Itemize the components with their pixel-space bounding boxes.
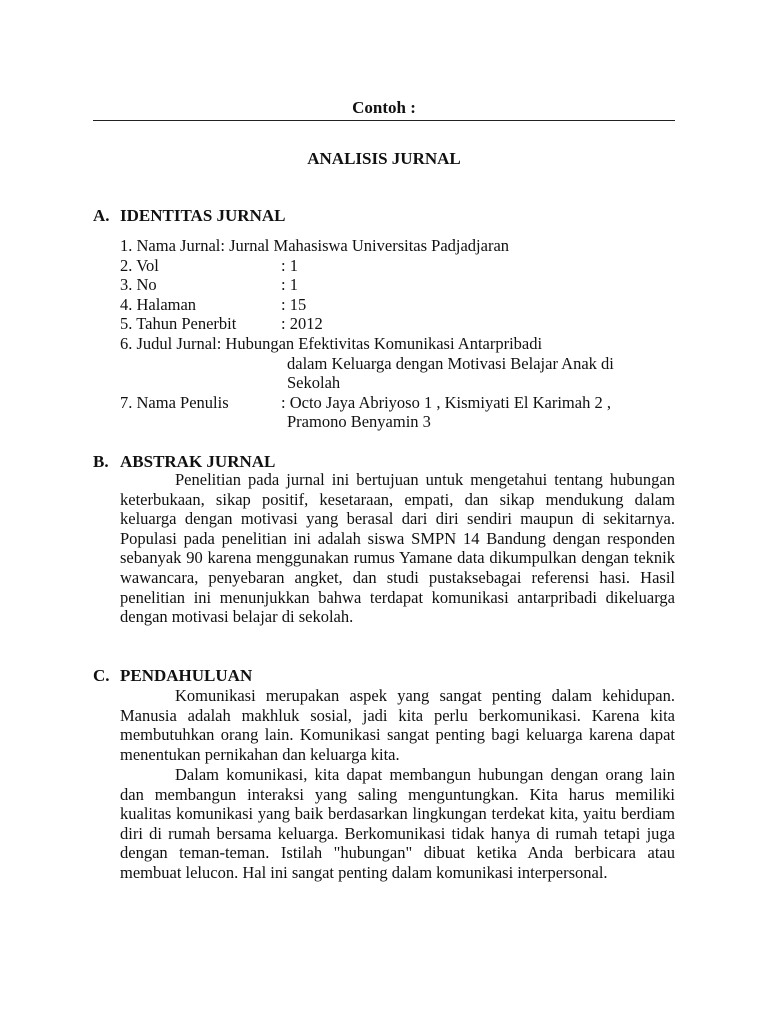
intro-paragraph-1 <box>120 686 675 764</box>
intro-paragraph-2 <box>120 765 675 883</box>
section-b-title: ABSTRAK JURNAL <box>120 452 276 471</box>
header-divider <box>93 120 675 121</box>
section-a-title: IDENTITAS JURNAL <box>120 206 286 225</box>
identity-label: 6. Judul Jurnal <box>120 333 217 353</box>
intro-text-1: Komunikasi merupakan aspek yang sangat penting dalam kehidupan. Manusia adalah makhluk sosial, jadi kita perlu berkomunikasi. Karena kita membutuhkan orang lain. Komunikasi sangat penting bagi keluarga karena dapat menentukan pernikahan dan keluarga kita. <box>120 686 675 764</box>
identity-label: 5. Tahun Penerbit <box>120 314 237 334</box>
identity-continuation: Pramono Benyamin 3 <box>287 412 431 432</box>
identity-value: : 2012 <box>281 314 323 334</box>
identity-row-halaman <box>120 295 680 315</box>
section-a-heading <box>93 206 285 226</box>
section-c-heading <box>93 666 252 686</box>
identity-label: 1. Nama Jurnal <box>120 236 221 255</box>
identity-row-nama-jurnal <box>120 236 680 256</box>
identity-value: : 1 <box>281 275 298 295</box>
page-header: Contoh : <box>352 98 416 117</box>
identity-row-judul-jurnal <box>120 334 680 354</box>
identity-row-tahun-penerbit <box>120 314 680 334</box>
section-a-letter: A. <box>93 206 110 225</box>
document-title: ANALISIS JURNAL <box>307 149 461 168</box>
identity-value: : 1 <box>281 255 298 275</box>
identity-label: 7. Nama Penulis <box>120 392 229 412</box>
identity-value: : Hubungan Efektivitas Komunikasi Antarpribadi <box>216 333 543 353</box>
identity-value: : 15 <box>281 294 307 314</box>
journal-identity-list <box>120 236 680 432</box>
identity-continuation: Sekolah <box>287 373 341 393</box>
identity-value: : Jurnal Mahasiswa Universitas Padjadjaran <box>220 236 510 255</box>
identity-continuation: dalam Keluarga dengan Motivasi Belajar Anak di <box>287 353 614 373</box>
section-b-heading <box>93 452 275 472</box>
identity-row-no <box>120 275 680 295</box>
abstract-text: Penelitian pada jurnal ini bertujuan untuk mengetahui tentang hubungan keterbukaan, sikap positif, kesetaraan, empati, dan sikap mendukung dalam keluarga dengan motivasi yang berasal dari diri sendiri maupun di sekitarnya. Populasi pada penelitian ini adalah siswa SMPN 14 Bandung dengan responden sebanyak 90 karena menggunakan rumus Yamane data dikumpulkan dengan teknik wawancara, penyebaran angket, dan studi pustaksebagai referensi hasi. Hasil penelitian ini menunjukkan bahwa terdapat komunikasi antarpribadi dikeluarga dengan motivasi belajar di sekolah. <box>120 470 675 627</box>
section-c-title: PENDAHULUAN <box>120 666 253 685</box>
section-b-letter: B. <box>93 452 109 471</box>
identity-label: 4. Halaman <box>120 294 197 314</box>
section-c-letter: C. <box>93 666 110 685</box>
identity-value: : Octo Jaya Abriyoso 1 , Kismiyati El Karimah 2 , <box>281 392 611 412</box>
identity-row-nama-penulis <box>120 393 680 413</box>
identity-label: 3. No <box>120 275 157 295</box>
abstract-paragraph <box>120 470 675 627</box>
identity-row-vol <box>120 256 680 276</box>
intro-text-2: Dalam komunikasi, kita dapat membangun hubungan dengan orang lain dan membangun interaksi yang saling menguntungkan. Kita harus memiliki kualitas komunikasi yang baik berdasarkan lingkungan terdekat kita, yaitu berdiam diri di rumah bersama keluarga. Berkomunikasi tidak hanya di rumah tetapi juga dengan teman-teman. Istilah "hubungan" dibuat ketika Anda berbicara atau membuat lelucon. Hal ini sangat penting dalam komunikasi interpersonal. <box>120 765 675 882</box>
identity-label: 2. Vol <box>120 255 159 275</box>
